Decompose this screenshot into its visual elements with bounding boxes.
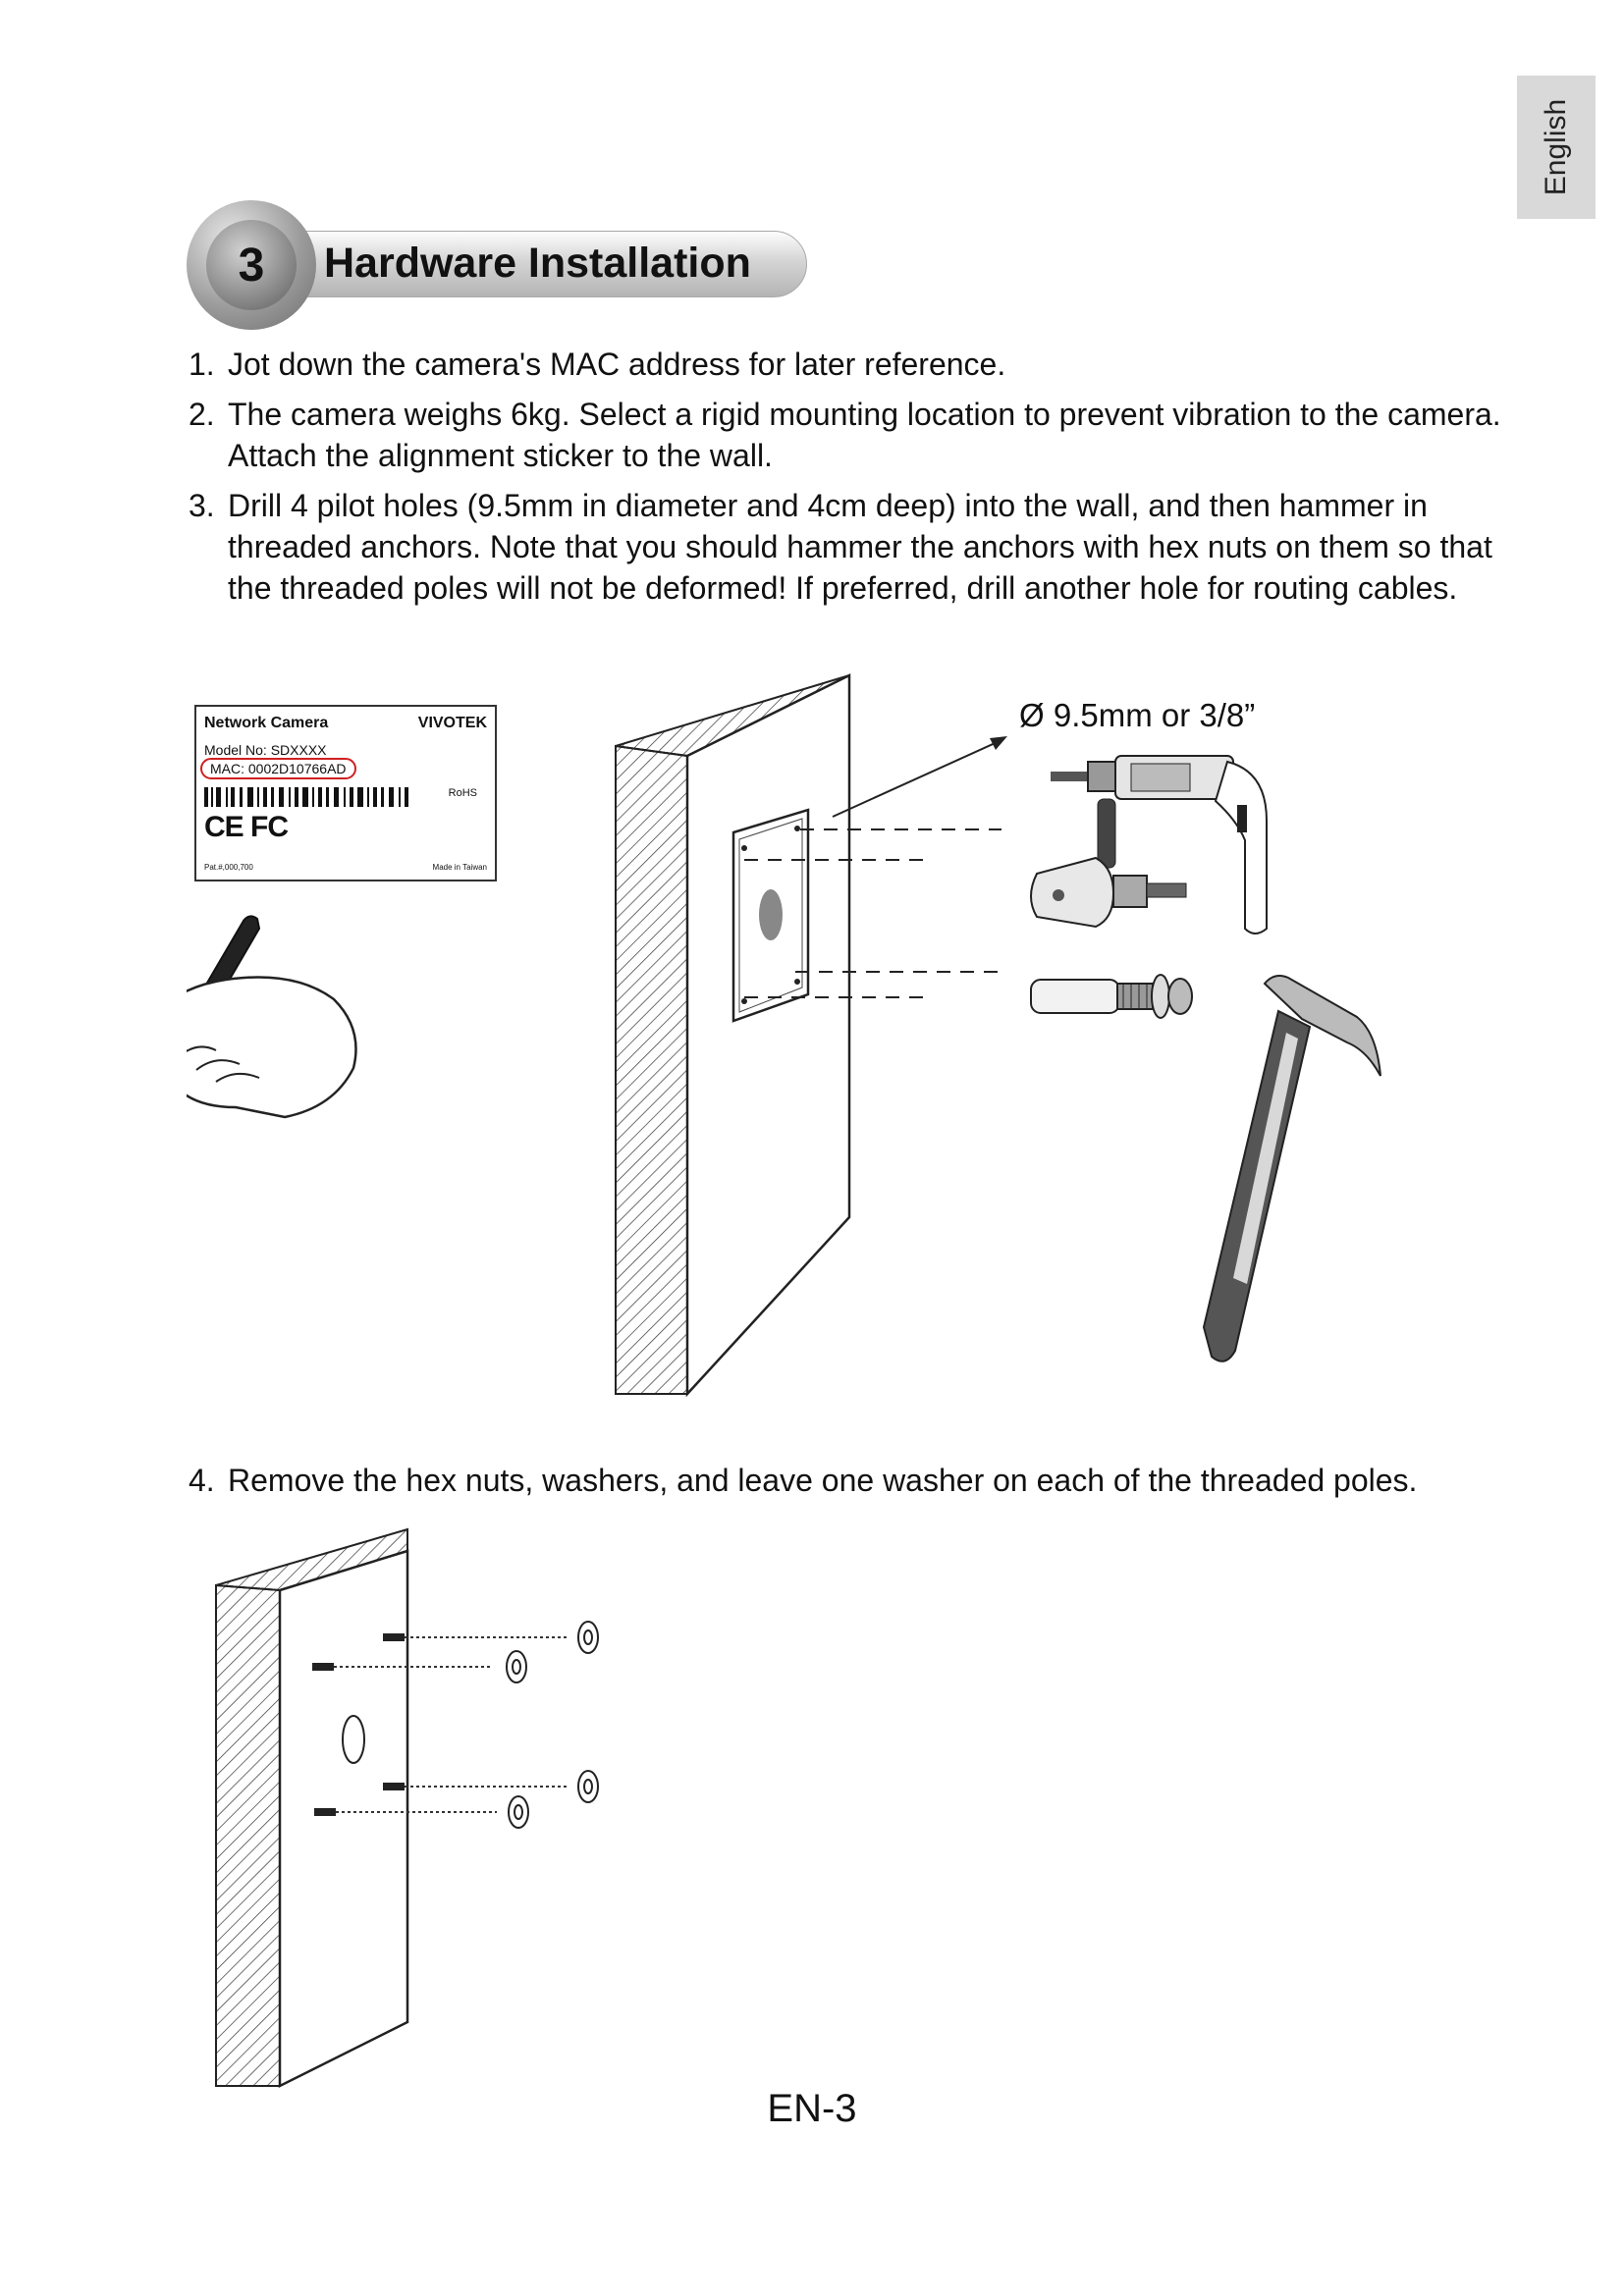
camera-label-title: Network Camera: [204, 715, 329, 731]
step-item: [189, 394, 1504, 476]
camera-label-model: [204, 742, 327, 758]
camera-label-mac: [200, 758, 356, 779]
anchor-bolt-icon: [1031, 975, 1192, 1018]
washer-icon: [507, 1622, 598, 1828]
model-value: SDXXXX: [270, 742, 327, 758]
drilling-figure: [187, 667, 1404, 1414]
mac-value: 0002D10766AD: [247, 761, 347, 776]
language-tab-label: English: [1540, 98, 1572, 196]
hand-with-pen-illustration: [187, 916, 356, 1117]
step-item: [189, 1460, 1563, 1501]
step-number: 2.: [189, 397, 215, 432]
step-list: [189, 344, 1504, 617]
step-text: The camera weighs 6kg. Select a rigid mounting location to prevent vibration to the camera. Attach the alignment sticker to the wall.: [228, 397, 1501, 473]
step-number: 1.: [189, 347, 215, 382]
made-in-text: Made in Taiwan: [432, 863, 487, 872]
mac-prefix: MAC:: [210, 761, 244, 776]
section-header: [187, 200, 815, 330]
dimension-arrow: [833, 736, 1007, 817]
camera-label-header: [204, 715, 487, 732]
step-item: [189, 485, 1504, 609]
step-item: [189, 344, 1504, 385]
barcode: [204, 787, 420, 807]
step-text: Remove the hex nuts, washers, and leave one washer on each of the threaded poles.: [228, 1463, 1418, 1498]
certification-marks: CE FC: [204, 811, 288, 843]
hammer-icon: [1204, 976, 1380, 1362]
camera-label-sticker: [194, 705, 497, 881]
section-number-badge: [187, 200, 316, 330]
step-text: Jot down the camera's MAC address for later reference.: [228, 347, 1006, 382]
rohs-mark: RoHS: [448, 787, 477, 799]
language-tab: [1517, 76, 1596, 219]
camera-label-brand: VIVOTEK: [417, 715, 487, 731]
patent-number: Pat.#,000,700: [204, 863, 253, 872]
section-number: 3: [206, 220, 297, 310]
page-number: EN-3: [767, 2087, 857, 2130]
cable-hole: [343, 1716, 364, 1763]
section-title: Hardware Installation: [324, 240, 751, 287]
washer-figure: [206, 1522, 638, 2101]
model-prefix: Model No:: [204, 742, 267, 758]
step-number: 3.: [189, 488, 215, 523]
wall: [616, 675, 849, 1394]
hole-diameter-label: Ø 9.5mm or 3/8”: [1019, 697, 1256, 733]
step-number: 4.: [189, 1463, 215, 1498]
washer-illustration: [206, 1522, 638, 2101]
alignment-sticker: [733, 810, 808, 1021]
wall: [216, 1529, 407, 2086]
step-text: Drill 4 pilot holes (9.5mm in diameter and 4cm deep) into the wall, and then hammer in threaded anchors. Note that you should hammer the anchors with hex nuts on them so that the threaded poles will not be deformed! If preferred, drill another hole for routing cables.: [228, 488, 1492, 606]
